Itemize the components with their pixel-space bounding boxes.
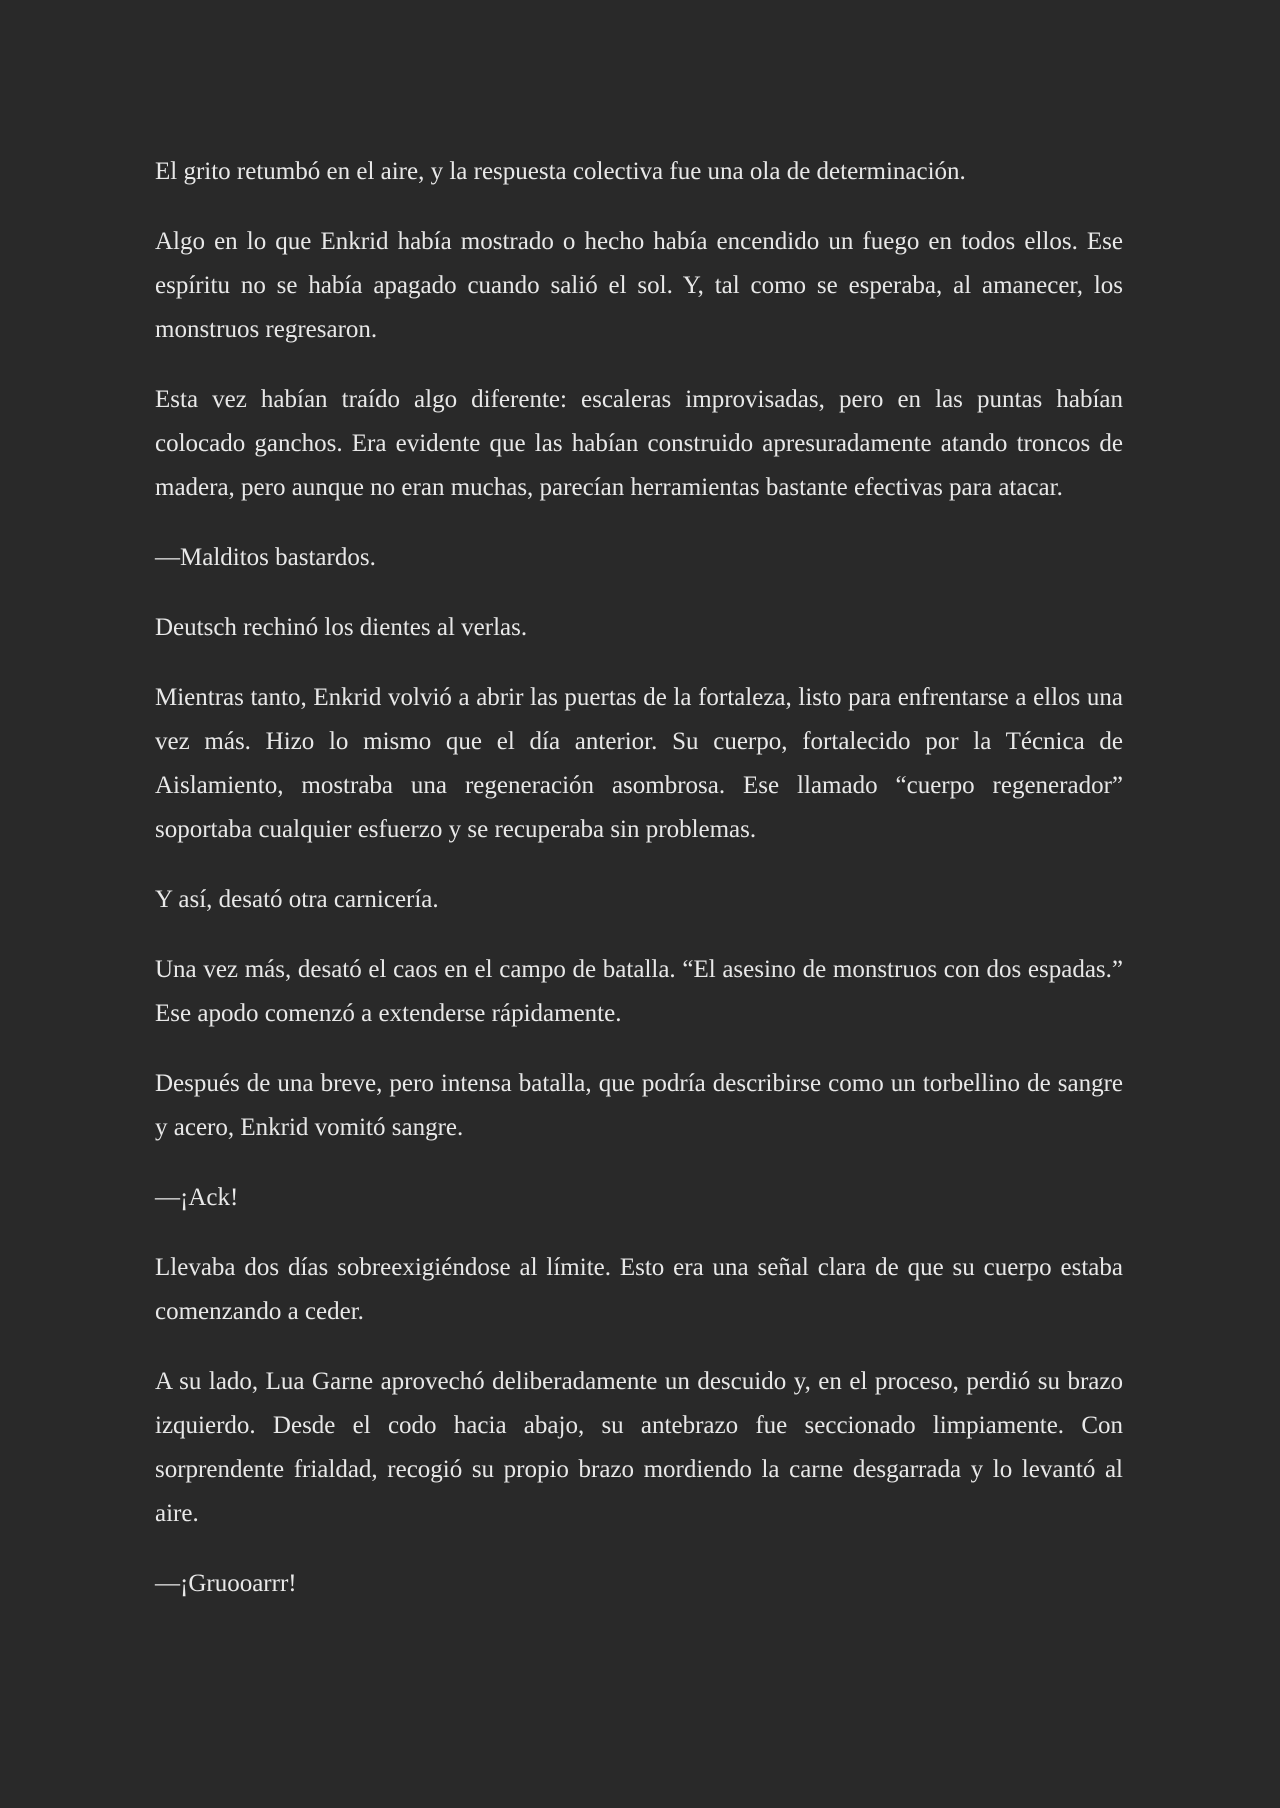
paragraph-3: Esta vez habían traído algo diferente: escaleras improvisadas, pero en las puntas habían colocado ganchos. Era evidente que las habían construido apresuradamente atando troncos de madera, pero aunque no eran muchas, parecían herramientas bastante efectivas para atacar. xyxy=(155,386,1123,501)
paragraph-11: Llevaba dos días sobreexigiéndose al límite. Esto era una señal clara de que su cuerpo estaba comenzando a ceder. xyxy=(155,1254,1123,1325)
paragraph-2: Algo en lo que Enkrid había mostrado o hecho había encendido un fuego en todos ellos. Ese espíritu no se había apagado cuando salió el sol. Y, tal como se esperaba, al amanecer, los monstruos regresaron. xyxy=(155,228,1123,343)
paragraph-9: Después de una breve, pero intensa batalla, que podría describirse como un torbellino de sangre y acero, Enkrid vomitó sangre. xyxy=(155,1070,1123,1141)
paragraph-1: El grito retumbó en el aire, y la respuesta colectiva fue una ola de determinación. xyxy=(155,158,966,185)
paragraph-8: Una vez más, desató el caos en el campo de batalla. “El asesino de monstruos con dos espadas.” Ese apodo comenzó a extenderse rápidamente. xyxy=(155,956,1123,1027)
paragraph-12: A su lado, Lua Garne aprovechó deliberadamente un descuido y, en el proceso, perdió su brazo izquierdo. Desde el codo hacia abajo, su antebrazo fue seccionado limpiamente. Con sorprendente frialdad, recogió su propio brazo mordiendo la carne desgarrada y lo levantó al aire. xyxy=(155,1368,1123,1527)
paragraph-6: Mientras tanto, Enkrid volvió a abrir las puertas de la fortaleza, listo para enfrentarse a ellos una vez más. Hizo lo mismo que el día anterior. Su cuerpo, fortalecido por la Técnica de Aislamiento, mostraba una regeneración asombrosa. Ese llamado “cuerpo regenerador” soportaba cualquier esfuerzo y se recuperaba sin problemas. xyxy=(155,684,1123,843)
dialogue-line-3: —¡Gruooarrr! xyxy=(155,1570,297,1597)
paragraph-7: Y así, desató otra carnicería. xyxy=(155,886,439,913)
paragraph-5: Deutsch rechinó los dientes al verlas. xyxy=(155,614,528,641)
dialogue-line-2: —¡Ack! xyxy=(155,1184,239,1211)
dialogue-line-1: —Malditos bastardos. xyxy=(155,544,376,571)
